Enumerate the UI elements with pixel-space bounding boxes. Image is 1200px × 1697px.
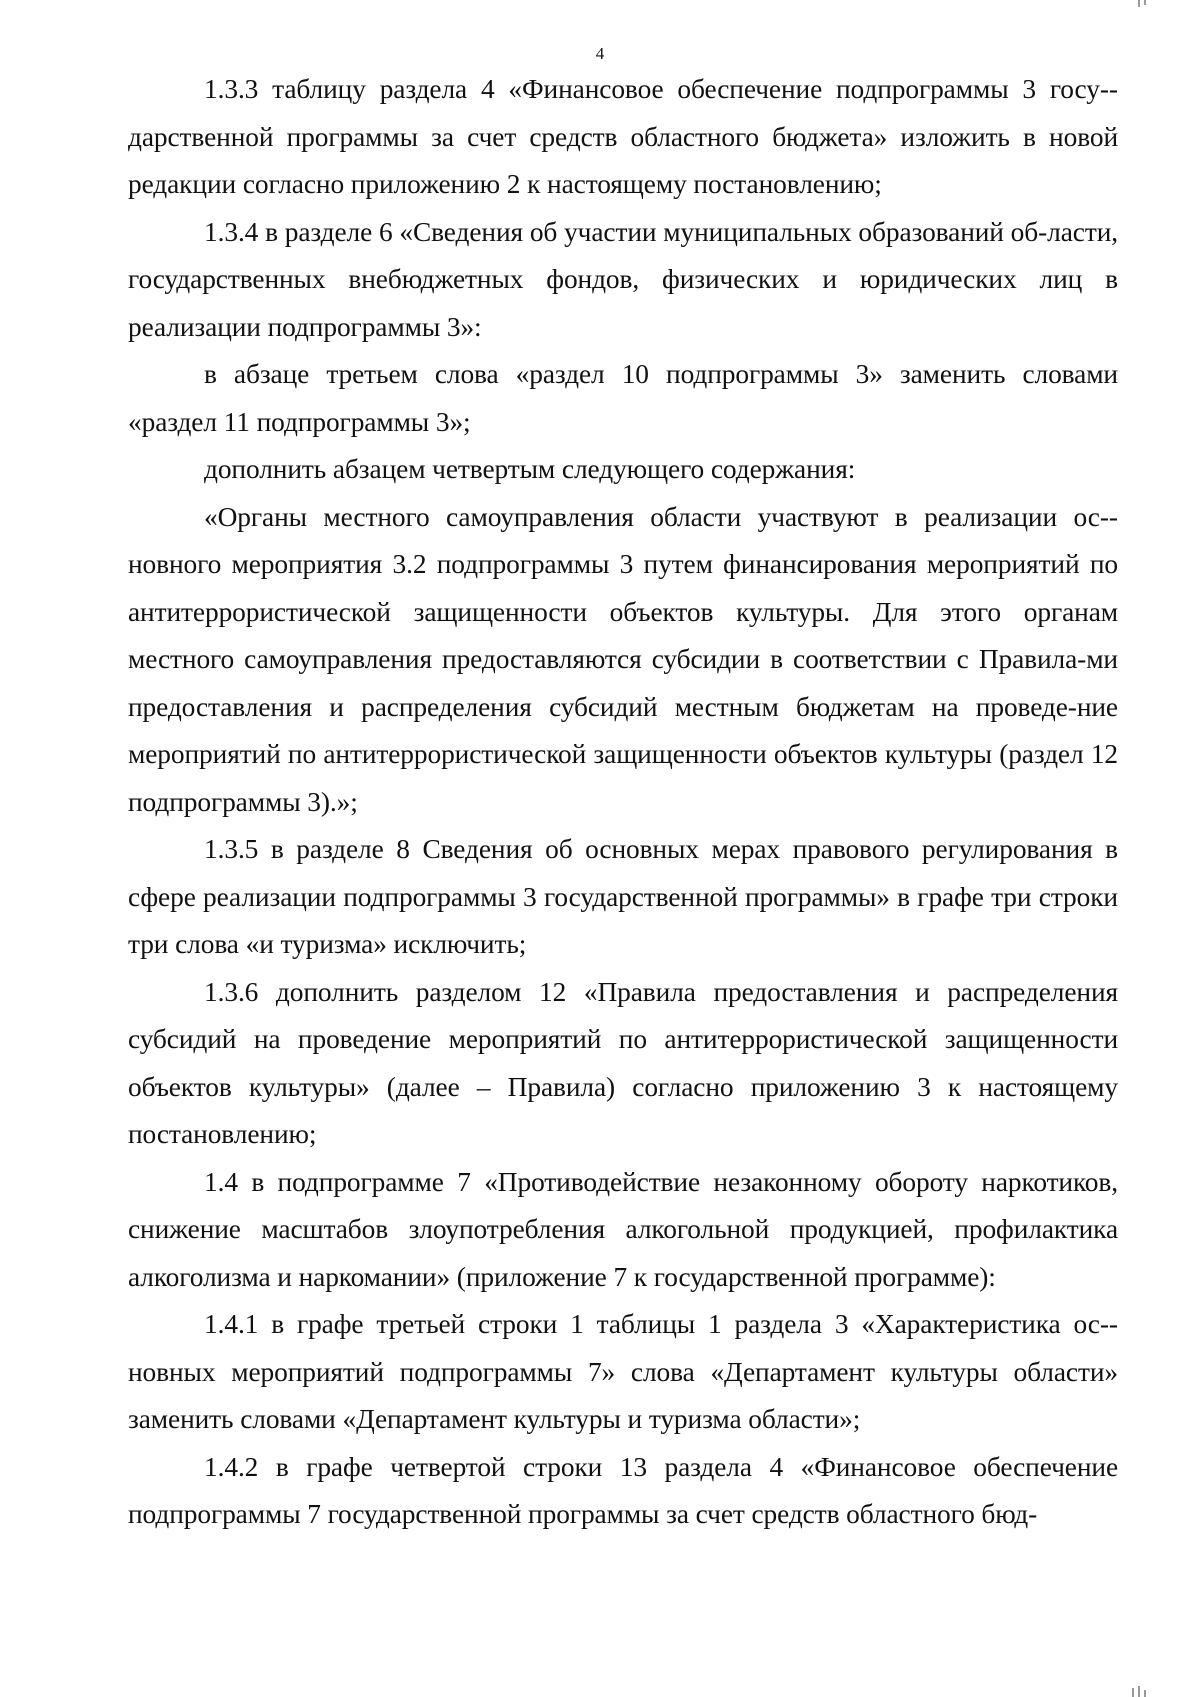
paragraph-1-3-3: 1.3.3 таблицу раздела 4 «Финансовое обеспечение подпрограммы 3 госу-дарственной программы за счет средств областного бюджета» изложить в новой редакции согласно приложению 2 к настоящему постановлению;	[128, 74, 1118, 199]
document-body	[128, 66, 1118, 1539]
scan-artifact-mark	[1138, 1686, 1140, 1697]
paragraph-quoted-organy: «Органы местного самоуправления области участвуют в реализации ос-новного мероприятия 3.2 подпрограммы 3 путем финансирования мероприятий по антитеррористической защищенности объектов культуры. Для этого органам местного самоуправления предоставляются субсидии в соответствии с Правила-ми предоставления и распределения субсидий местным бюджетам на проведе-ние мероприятий по антитеррористической защищенности объектов культуры (раздел 12 подпрограммы 3).»;	[128, 501, 1118, 817]
paragraph-dopolnit-abzacem: дополнить абзацем четвертым следующего содержания:	[204, 454, 856, 484]
paragraph-1-3-4: 1.3.4 в разделе 6 «Сведения об участии муниципальных образований об-ласти, государственных внебюджетных фондов, физических и юридических лиц в реализации подпрограммы 3»:	[128, 216, 1118, 342]
scan-artifact-mark	[1144, 0, 1146, 5]
scan-artifact-mark	[1144, 1690, 1146, 1697]
paragraph-1-4-2: 1.4.2 в графе четвертой строки 13 раздела 4 «Финансовое обеспечение подпрограммы 7 государственной программы за счет средств областного бюд-	[128, 1451, 1118, 1529]
scan-artifact-mark	[1138, 0, 1140, 7]
page-number: 4	[595, 44, 605, 63]
paragraph-1-4-1: 1.4.1 в графе третьей строки 1 таблицы 1 раздела 3 «Характеристика ос-новных мероприятий подпрограммы 7» слова «Департамент культуры области» заменить словами «Департамент культуры и туризма области»;	[128, 1309, 1118, 1434]
scan-artifact-mark	[1132, 1688, 1134, 1697]
paragraph-abzac-tretem: в абзаце третьем слова «раздел 10 подпрограммы 3» заменить словами «раздел 11 подпрограммы 3»;	[128, 359, 1118, 437]
paragraph-1-3-5: 1.3.5 в разделе 8 Сведения об основных мерах правового регулирования в сфере реализации подпрограммы 3 государственной программы» в графе три строки три слова «и туризма» исключить;	[128, 834, 1118, 959]
paragraph-1-3-6: 1.3.6 дополнить разделом 12 «Правила предоставления и распределения субсидий на проведение мероприятий по антитеррористической защищенности объектов культуры» (далее – Правила) согласно приложению 3 к настоящему постановлению;	[128, 976, 1118, 1149]
paragraph-1-4: 1.4 в подпрограмме 7 «Противодействие незаконному обороту наркотиков, снижение масштабов злоупотребления алкогольной продукцией, профилактика алкоголизма и наркомании» (приложение 7 к государственной программе):	[128, 1166, 1118, 1292]
